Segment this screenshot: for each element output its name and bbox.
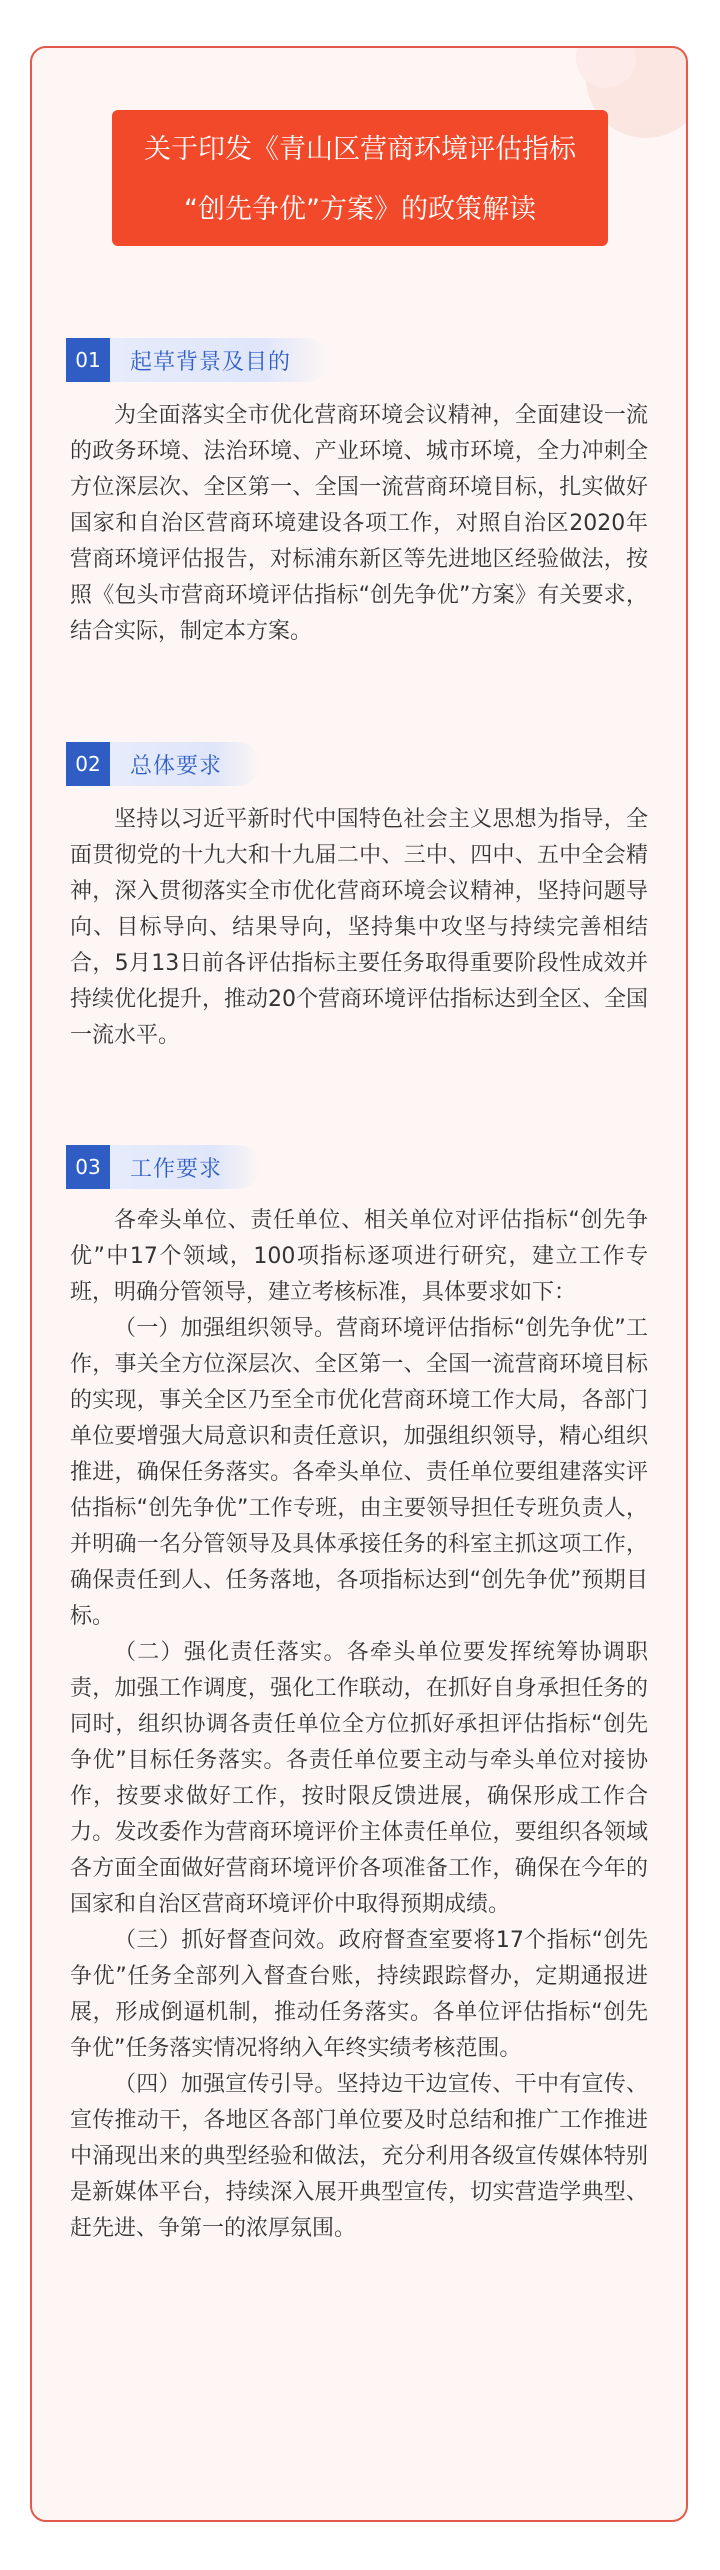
section-body-requirements xyxy=(70,802,648,1054)
paragraph: 坚持以习近平新时代中国特色社会主义思想为指导，全面贯彻党的十九大和十九届二中、三中、四中、五中全会精神，深入贯彻落实全市优化营商环境会议精神，坚持问题导向、目标导向、结果导向，坚持集中攻坚与持续完善相结合，5月13日前各评估指标主要任务取得重要阶段性成效并持续优化提升，推动20个营商环境评估指标达到全区、全国一流水平。 xyxy=(70,807,648,1048)
section-header-background xyxy=(66,337,329,383)
section-header-requirements xyxy=(66,741,260,787)
section-header-work xyxy=(66,1144,260,1190)
section-heading: 工作要求 xyxy=(108,1145,260,1189)
section-heading: 总体要求 xyxy=(108,742,260,786)
section-heading: 起草背景及目的 xyxy=(108,338,329,382)
paragraph: 各牵头单位、责任单位、相关单位对评估指标“创先争优”中17个领域，100项指标逐项进行研究，建立工作专班，明确分管领导，建立考核标准，具体要求如下： xyxy=(70,1208,648,1305)
title-line-2: “创先争优”方案》的政策解读 xyxy=(184,194,536,225)
paragraph: （一）加强组织领导。营商环境评估指标“创先争优”工作，事关全方位深层次、全区第一、全国一流营商环境目标的实现，事关全区乃至全市优化营商环境工作大局，各部门单位要增强大局意识和责任意识，加强组织领导，精心组织推进，确保任务落实。各牵头单位、责任单位要组建落实评估指标“创先争优”工作专班，由主要领导担任专班负责人，并明确一名分管领导及具体承接任务的科室主抓这项工作，确保责任到人、任务落地，各项指标达到“创先争优”预期目标。 xyxy=(70,1316,648,1629)
paragraph: （四）加强宣传引导。坚持边干边宣传、干中有宣传、宣传推动干，各地区各部门单位要及时总结和推广工作推进中涌现出来的典型经验和做法，充分利用各级宣传媒体特别是新媒体平台，持续深入展开典型宣传，切实营造学典型、赶先进、争第一的浓厚氛围。 xyxy=(70,2072,648,2241)
section-number: 01 xyxy=(66,338,110,382)
title-line-1: 关于印发《青山区营商环境评估指标 xyxy=(144,134,576,165)
page-title xyxy=(112,110,608,246)
section-number: 03 xyxy=(66,1145,110,1189)
paragraph: （二）强化责任落实。各牵头单位要发挥统筹协调职责，加强工作调度，强化工作联动，在抓好自身承担任务的同时，组织协调各责任单位全方位抓好承担评估指标“创先争优”目标任务落实。各责任单位要主动与牵头单位对接协作，按要求做好工作，按时限反馈进展，确保形成工作合力。发改委作为营商环境评价主体责任单位，要组织各领域各方面全面做好营商环境评价各项准备工作，确保在今年的国家和自治区营商环境评价中取得预期成绩。 xyxy=(70,1640,648,1917)
section-body-work xyxy=(70,1203,648,2247)
paragraph: （三）抓好督查问效。政府督查室要将17个指标“创先争优”任务全部列入督查台账，持续跟踪督办，定期通报进展，形成倒逼机制，推动任务落实。各单位评估指标“创先争优”任务落实情况将纳入年终实绩考核范围。 xyxy=(70,1928,648,2061)
section-number: 02 xyxy=(66,742,110,786)
section-body-background xyxy=(70,398,648,650)
paragraph: 为全面落实全市优化营商环境会议精神，全面建设一流的政务环境、法治环境、产业环境、城市环境，全力冲刺全方位深层次、全区第一、全国一流营商环境目标，扎实做好国家和自治区营商环境建设各项工作，对照自治区2020年营商环境评估报告，对标浦东新区等先进地区经验做法，按照《包头市营商环境评估指标“创先争优”方案》有关要求，结合实际，制定本方案。 xyxy=(70,403,648,644)
